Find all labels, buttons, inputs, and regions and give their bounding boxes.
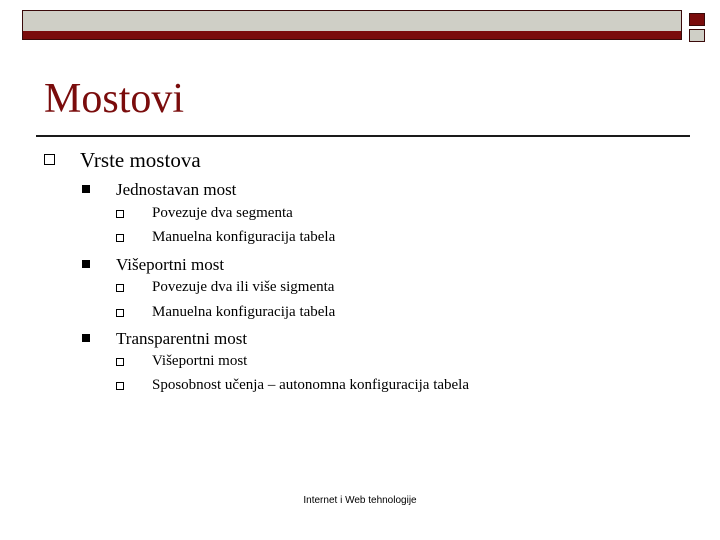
bullet-level3-item: Manuelna konfiguracija tabela [152, 229, 336, 245]
hollow-square-bullet-icon [116, 309, 124, 317]
slide-footer: Internet i Web tehnologije [303, 495, 417, 506]
bullet-level3-item: Povezuje dva segmenta [152, 205, 293, 221]
hollow-square-bullet-icon [116, 210, 124, 218]
header-bar [22, 10, 682, 40]
bullet-level2-item: Višeportni most [116, 255, 225, 274]
hollow-square-bullet-icon [116, 284, 124, 292]
hollow-square-bullet-icon [116, 358, 124, 366]
header-bar-accent [23, 31, 681, 39]
bullet-level1: Vrste mostova [80, 148, 201, 172]
bullet-level3-item: Manuelna konfiguracija tabela [152, 304, 336, 320]
title-divider [36, 135, 690, 137]
bullet-level2-item: Transparentni most [116, 329, 248, 348]
solid-square-bullet-icon [82, 334, 90, 342]
header-corner-square-gray [689, 29, 705, 42]
bullet-level3-item: Višeportni most [152, 353, 248, 369]
bullet-level2-item: Jednostavan most [116, 180, 237, 199]
header-corner-square-red [689, 13, 705, 26]
hollow-square-bullet-icon [44, 154, 55, 165]
bullet-level3-item: Sposobnost učenja – autonomna konfiguracija tabela [152, 377, 469, 393]
solid-square-bullet-icon [82, 185, 90, 193]
bullet-level3-item: Povezuje dva ili više sigmenta [152, 279, 335, 295]
solid-square-bullet-icon [82, 260, 90, 268]
slide-title: Mostovi [44, 76, 185, 122]
hollow-square-bullet-icon [116, 382, 124, 390]
hollow-square-bullet-icon [116, 234, 124, 242]
